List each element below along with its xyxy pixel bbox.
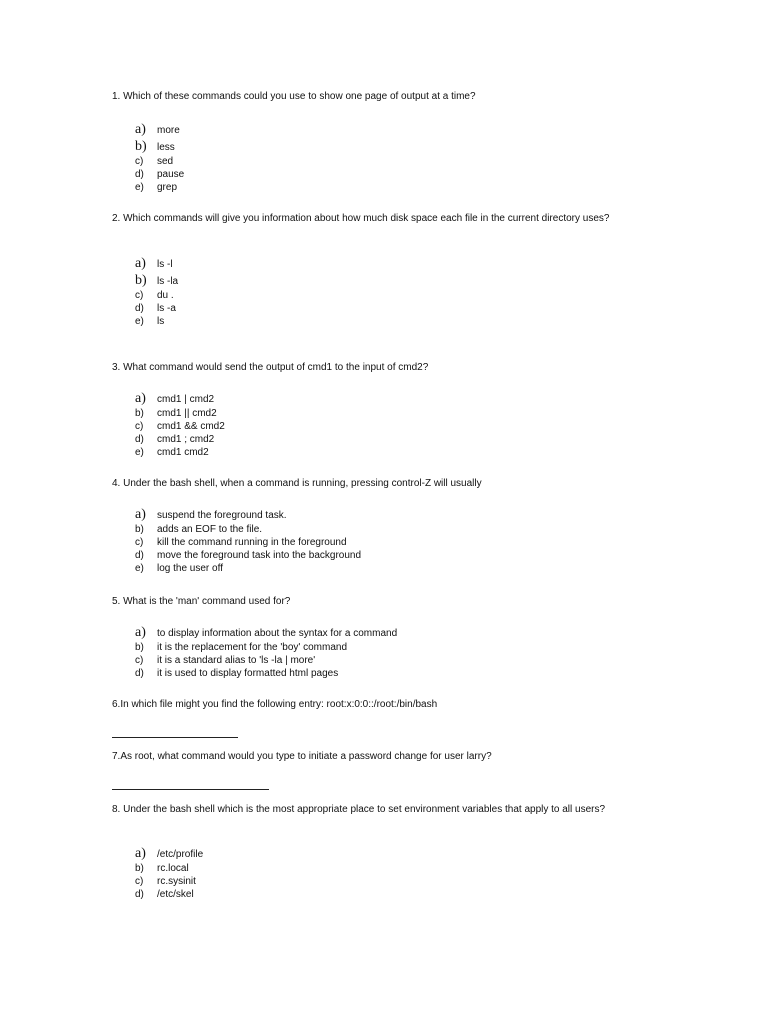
option-letter: c) [135,537,144,548]
option-text: /etc/profile [157,849,204,860]
question-2-options [135,256,655,329]
question-3-text: 3. What command would send the output of cmd1 to the input of cmd2? [112,362,429,373]
option-4a [135,507,655,524]
option-8c [135,876,655,889]
question-3-options [135,391,655,460]
option-text: ls [157,316,165,327]
option-letter: c) [135,421,144,432]
option-1d [135,169,655,182]
option-8b [135,863,655,876]
option-text: suspend the foreground task. [157,510,287,521]
option-text: less [157,142,175,153]
option-8a [135,846,655,863]
option-2a [135,256,655,273]
option-letter: e) [135,182,144,193]
option-letter: c) [135,290,144,301]
option-text: it is used to display formatted html pages [157,668,339,679]
question-8-text: 8. Under the bash shell which is the most appropriate place to set environment variables that apply to all users? [112,804,606,815]
question-7-text: 7.As root, what command would you type to initiate a password change for user larry? [112,751,492,762]
question-4-options [135,507,655,576]
option-1b [135,139,655,156]
option-letter: b) [135,408,144,419]
answer-blank-7[interactable] [112,789,269,790]
option-2e [135,316,655,329]
option-letter: c) [135,156,144,167]
option-text: ls -a [157,303,176,314]
option-4b [135,524,655,537]
option-text: cmd1 cmd2 [157,447,209,458]
question-5-text: 5. What is the 'man' command used for? [112,596,291,607]
option-letter: b) [135,273,147,288]
option-letter: a) [135,507,146,522]
option-text: /etc/skel [157,889,194,900]
option-5b [135,642,655,655]
question-8-options [135,846,655,902]
option-letter: d) [135,303,144,314]
option-text: ls -la [157,276,179,287]
option-text: du . [157,290,174,301]
option-text: to display information about the syntax for a command [157,628,398,639]
question-5-options [135,625,655,681]
option-text: it is a standard alias to 'ls -la | more' [157,655,316,666]
option-text: adds an EOF to the file. [157,524,263,535]
option-letter: a) [135,391,146,406]
option-4e [135,563,655,576]
option-letter: b) [135,139,147,154]
option-text: grep [157,182,178,193]
option-letter: a) [135,122,146,137]
option-5d [135,668,655,681]
option-letter: e) [135,316,144,327]
option-1e [135,182,655,195]
option-letter: d) [135,169,144,180]
option-letter: d) [135,668,144,679]
answer-blank-6[interactable] [112,737,238,738]
option-letter: b) [135,863,144,874]
option-letter: c) [135,655,144,666]
option-3b [135,408,655,421]
question-1-options [135,122,655,195]
option-5c [135,655,655,668]
option-letter: c) [135,876,144,887]
option-1c [135,156,655,169]
option-8d [135,889,655,902]
option-text: log the user off [157,563,223,574]
option-text: more [157,125,180,136]
option-2b [135,273,655,290]
option-text: cmd1 && cmd2 [157,421,225,432]
option-3c [135,421,655,434]
option-letter: e) [135,563,144,574]
option-text: rc.local [157,863,189,874]
option-letter: b) [135,524,144,535]
option-4d [135,550,655,563]
option-text: kill the command running in the foreground [157,537,347,548]
option-3a [135,391,655,408]
question-6-text: 6.In which file might you find the following entry: root:x:0:0::/root:/bin/bash [112,699,438,710]
option-text: cmd1 ; cmd2 [157,434,215,445]
option-5a [135,625,655,642]
option-letter: d) [135,550,144,561]
option-text: it is the replacement for the 'boy' command [157,642,348,653]
option-letter: a) [135,846,146,861]
option-text: cmd1 || cmd2 [157,408,217,419]
question-2-text: 2. Which commands will give you information about how much disk space each file in the current directory uses? [112,213,610,224]
option-letter: a) [135,625,146,640]
option-text: sed [157,156,174,167]
option-2c [135,290,655,303]
option-4c [135,537,655,550]
option-letter: e) [135,447,144,458]
option-letter: b) [135,642,144,653]
option-3e [135,447,655,460]
option-letter: d) [135,434,144,445]
option-text: move the foreground task into the background [157,550,362,561]
option-text: cmd1 | cmd2 [157,394,215,405]
option-text: ls -l [157,259,173,270]
option-text: pause [157,169,185,180]
question-4-text: 4. Under the bash shell, when a command is running, pressing control-Z will usually [112,478,482,489]
option-letter: d) [135,889,144,900]
question-1-text: 1. Which of these commands could you use to show one page of output at a time? [112,91,476,102]
option-1a [135,122,655,139]
option-text: rc.sysinit [157,876,196,887]
option-letter: a) [135,256,146,271]
option-2d [135,303,655,316]
option-3d [135,434,655,447]
